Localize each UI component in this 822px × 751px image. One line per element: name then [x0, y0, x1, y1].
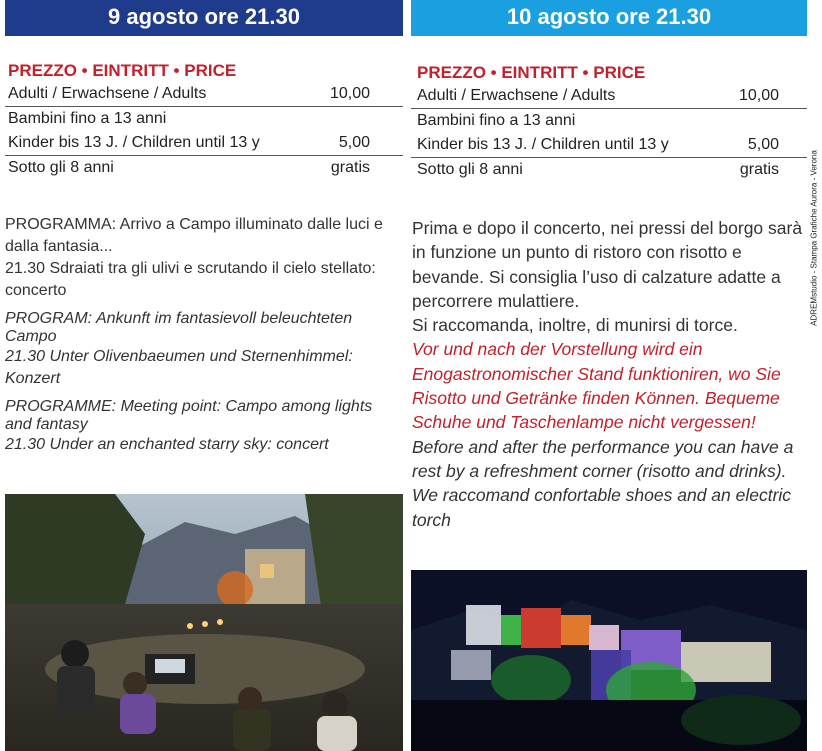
info-text	[411, 216, 807, 532]
concert-audience-photo	[5, 494, 403, 751]
price-title: PREZZO • EINTRITT • PRICE	[8, 61, 237, 80]
price-value: 10,00	[329, 85, 370, 102]
event-date-header: 10 agosto ore 21.30	[411, 0, 807, 36]
price-row	[411, 158, 807, 182]
info-de: Vor und nach der Vorstellung wird ein Enogastronomischer Stand funktioniren, wo Sie Risotto und Getränke finden Können. Bequeme Schuhe und Taschenlampe nicht vergessen!	[412, 339, 781, 433]
event-date-header: 9 agosto ore 21.30	[5, 0, 403, 36]
program-it: PROGRAMMA: Arrivo a Campo illuminato dalle luci e dalla fantasia...	[5, 216, 383, 255]
program-it-time: 21.30 Sdraiati tra gli ulivi e scrutando il cielo stellato: concerto	[5, 260, 376, 299]
price-row	[5, 131, 403, 156]
program-de-time: 21.30 Unter Olivenbaeumen und Sternenhimmel: Konzert	[5, 348, 353, 387]
illuminated-village-photo	[411, 570, 807, 751]
price-label: Bambini fino a 13 anni	[417, 112, 576, 129]
price-value: gratis	[739, 161, 779, 178]
info-it: Prima e dopo il concerto, nei pressi del borgo sarà in funzione un punto di ristoro con risotto e bevande. Si consiglia l’uso di calzature adatte a percorrere mulattiere.	[412, 218, 803, 311]
price-value: gratis	[330, 159, 370, 176]
price-label: Adulti / Erwachsene / Adults	[417, 87, 616, 104]
printer-credit-text: ADREMstudio - Stampa Grafiche Aurora - Verona	[809, 149, 819, 326]
program-text	[5, 214, 403, 456]
price-label: Sotto gli 8 anni	[417, 161, 523, 178]
right-column	[411, 0, 807, 532]
info-en: Before and after the performance you can have a rest by a refreshment corner (risotto and drinks). We raccomand confortable shoes and an electric torch	[412, 436, 794, 530]
price-label: Adulti / Erwachsene / Adults	[8, 85, 207, 102]
printer-credit	[806, 130, 822, 345]
program-de: PROGRAM: Ankunft im fantasievoll beleuchteten Campo	[5, 310, 353, 345]
price-row	[5, 156, 403, 180]
price-row	[411, 84, 807, 109]
price-row	[5, 107, 403, 131]
program-en-time: 21.30 Under an enchanted starry sky: concert	[5, 436, 329, 453]
price-title: PREZZO • EINTRITT • PRICE	[417, 63, 646, 82]
price-label: Bambini fino a 13 anni	[8, 110, 167, 127]
left-column	[5, 0, 403, 456]
price-row	[411, 109, 807, 133]
program-en: PROGRAMME: Meeting point: Campo among lights and fantasy	[5, 398, 373, 433]
price-row	[411, 133, 807, 158]
price-row	[5, 82, 403, 107]
price-label: Sotto gli 8 anni	[8, 159, 114, 176]
price-label: Kinder bis 13 J. / Children until 13 y	[8, 134, 260, 151]
price-table	[411, 84, 807, 182]
price-table	[5, 82, 403, 180]
price-value: 10,00	[738, 87, 779, 104]
info-it-torch: Si raccomanda, inoltre, di munirsi di torce.	[412, 315, 738, 336]
price-value: 5,00	[747, 136, 779, 153]
price-value: 5,00	[338, 134, 370, 151]
price-label: Kinder bis 13 J. / Children until 13 y	[417, 136, 669, 153]
